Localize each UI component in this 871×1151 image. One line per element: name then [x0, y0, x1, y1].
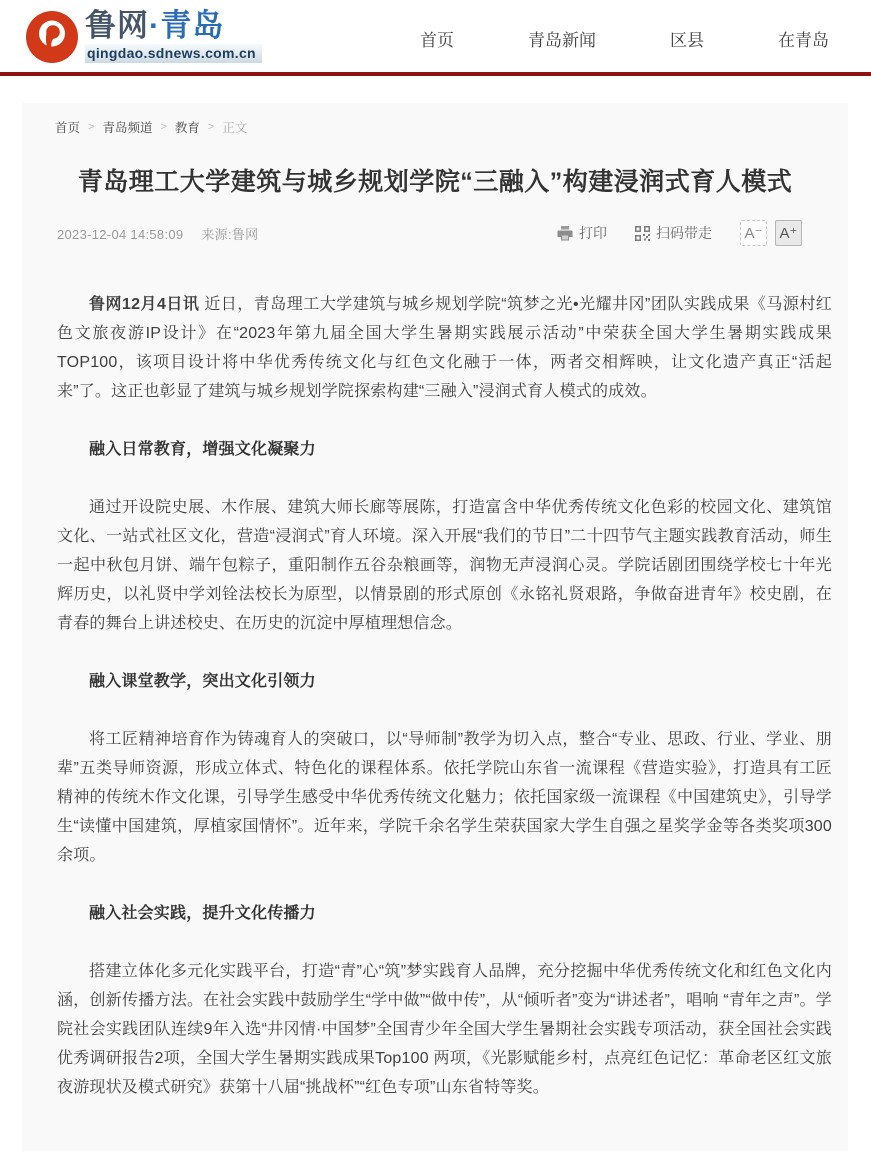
- article-paragraph: 将工匠精神培育作为铸魂育人的突破口，以“导师制”教学为切入点，整合“专业、思政、行业、学业、朋辈”五类导师资源，形成立体式、特色化的课程体系。依托学院山东省一流课程《营造实验》，打造具有工匠精神的传统木作文化课，引导学生感受中华优秀传统文化魅力；依托国家级一流课程《中国建筑史》，引导学生“读懂中国建筑，厚植家国情怀”。近年来，学院千余名学生荣获国家大学生自强之星奖学金等各类奖项300余项。: [57, 731, 832, 864]
- section-heading: 融入日常教育，增强文化凝聚力: [89, 441, 316, 458]
- breadcrumb-item[interactable]: 首页: [55, 121, 81, 135]
- content-card: [22, 103, 848, 1151]
- article-source: 来源:鲁网: [201, 226, 259, 242]
- breadcrumb-item[interactable]: 教育: [174, 121, 200, 135]
- main-nav: [420, 26, 829, 51]
- site-logo[interactable]: [25, 9, 262, 64]
- nav-item-青岛新闻[interactable]: 青岛新闻: [528, 30, 596, 50]
- section-heading: 融入社会实践，提升文化传播力: [89, 905, 316, 922]
- qr-share-button[interactable]: [635, 223, 712, 243]
- printer-icon: [557, 226, 573, 241]
- breadcrumb-separator: >: [207, 121, 215, 133]
- qr-share-label: 扫码带走: [656, 225, 712, 241]
- nav-item-在青岛[interactable]: 在青岛: [778, 30, 829, 50]
- breadcrumb-item[interactable]: 青岛频道: [102, 121, 153, 135]
- print-button[interactable]: [557, 223, 607, 243]
- article-toolbar: [557, 220, 802, 246]
- logo-icon: [25, 10, 79, 64]
- section-heading: 融入课堂教学，突出文化引领力: [89, 673, 316, 690]
- nav-item-区县[interactable]: 区县: [670, 30, 704, 50]
- site-title-name: 鲁网: [85, 7, 149, 43]
- site-url: qingdao.sdnews.com.cn: [85, 44, 262, 63]
- article-body: [57, 290, 832, 1102]
- breadcrumb-separator: >: [88, 121, 95, 133]
- publish-date: 2023-12-04 14:58:09: [57, 226, 184, 242]
- article-paragraph: 鲁网12月4日讯 近日，青岛理工大学建筑与城乡规划学院“筑梦之光•光耀井冈”团队实践成果《马源村红色文旅夜游IP设计》在“2023年第九届全国大学生暑期实践展示活动”中荣获全国大学生暑期实践成果TOP100，该项目设计将中华优秀传统文化与红色文化融于一体，两者交相辉映，让文化遗产真正“活起来”了。这正也彰显了建筑与城乡规划学院探索构建“三融入”浸润式育人模式的成效。: [57, 296, 833, 400]
- breadcrumb: [22, 103, 848, 136]
- site-header: [0, 0, 871, 72]
- article-meta: [57, 220, 802, 246]
- breadcrumb-item: 正文: [222, 121, 248, 135]
- article-paragraph: 搭建立体化多元化实践平台，打造“青”心“筑”梦实践育人品牌，充分挖掘中华优秀传统文化和红色文化内涵，创新传播方法。在社会实践中鼓励学生“学中做”“做中传”，从“倾听者”变为“讲述者”，唱响 “青年之声”。学院社会实践团队连续9年入选“井冈情·中国梦”全国青少年全国大学生暑期社会实践专项活动，获全国社会实践优秀调研报告2项，全国大学生暑期实践成果Top100 两项，《光影赋能乡村，点亮红色记忆：革命老区红文旅夜游现状及模式研究》获第十八届“挑战杯”“红色专项”山东省特等奖。: [57, 963, 832, 1096]
- nav-item-首页[interactable]: 首页: [420, 30, 454, 50]
- site-title: [85, 9, 262, 43]
- paragraph-lead: 鲁网12月4日讯: [89, 296, 200, 313]
- article-paragraph: 通过开设院史展、木作展、建筑大师长廊等展陈，打造富含中华优秀传统文化色彩的校园文化、建筑馆文化、一站式社区文化，营造“浸润式”育人环境。深入开展“我们的节日”二十四节气主题实践教育活动，师生一起中秋包月饼、端午包粽子，重阳制作五谷杂粮画等，润物无声浸润心灵。学院话剧团围绕学校七十年光辉历史，以礼贤中学刘铨法校长为原型，以情景剧的形式原创《永铭礼贤艰路，争做奋进青年》校史剧，在青春的舞台上讲述校史、在历史的沉淀中厚植理想信念。: [57, 499, 832, 632]
- font-increase-button[interactable]: A⁺: [775, 220, 802, 246]
- header-divider: [0, 72, 871, 76]
- breadcrumb-separator: >: [160, 121, 167, 133]
- site-title-city: ·青岛: [149, 7, 225, 43]
- article-title: 青岛理工大学建筑与城乡规划学院“三融入”构建浸润式育人模式: [77, 168, 793, 196]
- font-decrease-button[interactable]: A⁻: [740, 220, 767, 246]
- qr-code-icon: [635, 226, 650, 241]
- print-label: 打印: [579, 225, 607, 241]
